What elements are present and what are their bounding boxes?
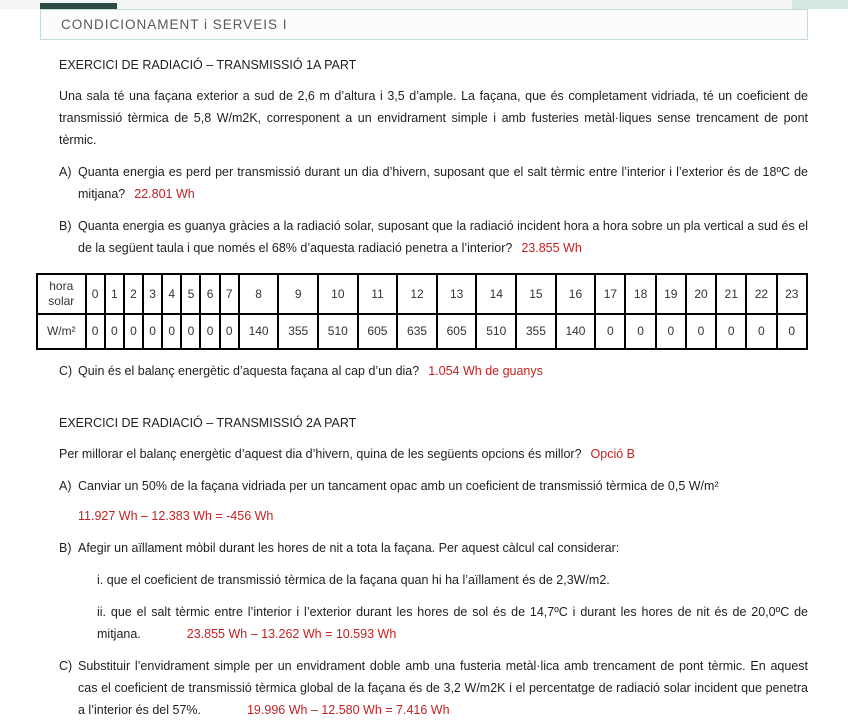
- hour-cell: 23: [777, 274, 808, 314]
- hour-cell: 4: [162, 274, 181, 314]
- hour-cell: 14: [476, 274, 516, 314]
- question-text: Quin és el balanç energètic d’aquesta façana al cap d’un dia?: [78, 364, 420, 378]
- question-text: Quanta energia es perd per transmissió durant un dia d’hivern, suposant que el salt tèrmic entre l’interior i l’exterior és de 18ºC de mitjana?: [78, 165, 808, 201]
- item-text: [78, 161, 808, 205]
- value-cell: 0: [105, 314, 124, 349]
- value-cell: 635: [397, 314, 437, 349]
- hour-cell: 11: [358, 274, 398, 314]
- item-marker: B): [59, 219, 72, 233]
- hour-cell: 21: [716, 274, 746, 314]
- value-cell: 355: [278, 314, 318, 349]
- part2-item-a: [59, 475, 808, 527]
- hour-cell: 22: [746, 274, 776, 314]
- item-text: [78, 655, 808, 721]
- hour-cell: 5: [181, 274, 200, 314]
- value-cell: 510: [476, 314, 516, 349]
- hour-cell: 20: [686, 274, 716, 314]
- document-title: CONDICIONAMENT i SERVEIS I: [61, 17, 288, 32]
- subitem-i: i. que el coeficient de transmissió tèrmica de la façana quan hi ha l’aïllament és de 2,3W/m2.: [97, 573, 610, 587]
- question-text: Afegir un aïllament mòbil durant les hores de nit a tota la façana. Per aquest càlcul cal considerar:: [78, 541, 620, 555]
- item-marker: C): [59, 364, 73, 378]
- item-text: [78, 215, 808, 259]
- value-cell: 140: [239, 314, 279, 349]
- hour-cell: 16: [556, 274, 596, 314]
- value-cell: 140: [556, 314, 596, 349]
- value-cell: 0: [124, 314, 143, 349]
- part1-intro-paragraph: Una sala té una façana exterior a sud de 2,6 m d’altura i 3,5 d’ample. La façana, que és completament vidriada, té un coeficient de transmissió tèrmica de 5,8 W/m2K, corresponent a un envidrament simple i amb fusteries metàl·liques sense trencament de pont tèrmic.: [59, 89, 808, 147]
- hour-cell: 17: [595, 274, 625, 314]
- value-cell: 0: [86, 314, 105, 349]
- part1-title: EXERCICI DE RADIACIÓ – TRANSMISSIÓ 1A PART: [59, 58, 357, 72]
- hour-cell: 7: [220, 274, 239, 314]
- question-text: Per millorar el balanç energètic d’aquest dia d’hivern, quina de les següents opcions és millor?: [59, 447, 582, 461]
- value-cell: 0: [143, 314, 162, 349]
- table-values-row: [37, 314, 807, 349]
- part2-title: EXERCICI DE RADIACIÓ – TRANSMISSIÓ 2A PART: [59, 416, 357, 430]
- value-cell: 0: [625, 314, 655, 349]
- hour-cell: 6: [200, 274, 219, 314]
- hour-cell: 8: [239, 274, 279, 314]
- hour-cell: 18: [625, 274, 655, 314]
- answer-text: 23.855 Wh: [521, 241, 582, 255]
- subitem-ii-text: ii. que el salt tèrmic entre l’interior i l’exterior durant les hores de sol és de 14,7ºC i durant les hores de nit és de 20,0ºC de mitjana.: [97, 605, 808, 641]
- hour-cell: 15: [516, 274, 556, 314]
- answer-text: 19.996 Wh – 12.580 Wh = 7.416 Wh: [246, 703, 450, 717]
- subitem-ii: [97, 601, 808, 645]
- value-cell: 0: [716, 314, 746, 349]
- top-strip: [0, 0, 848, 9]
- answer-text: 22.801 Wh: [134, 187, 195, 201]
- hour-cell: 1: [105, 274, 124, 314]
- row-label-hora-solar: hora solar: [37, 274, 86, 314]
- value-cell: 510: [318, 314, 358, 349]
- item-marker: B): [59, 541, 72, 555]
- row-label-wm2: W/m²: [37, 314, 86, 349]
- item-text: [78, 360, 808, 382]
- hour-cell: 13: [437, 274, 477, 314]
- answer-text: Opció B: [590, 447, 635, 461]
- hour-cell: 9: [278, 274, 318, 314]
- value-cell: 0: [162, 314, 181, 349]
- table-hours-row: [37, 274, 807, 314]
- value-cell: 605: [358, 314, 398, 349]
- hour-cell: 10: [318, 274, 358, 314]
- value-cell: 0: [777, 314, 808, 349]
- item-marker: A): [59, 165, 72, 179]
- part1-item-b: [59, 215, 808, 259]
- item-marker: C): [59, 659, 73, 673]
- value-cell: 0: [200, 314, 219, 349]
- part1-item-c: [59, 360, 808, 382]
- answer-text: 1.054 Wh de guanys: [428, 364, 543, 378]
- value-cell: 0: [656, 314, 686, 349]
- solar-radiation-table: [36, 273, 808, 350]
- value-cell: 0: [746, 314, 776, 349]
- part2-intro-question: [59, 443, 808, 465]
- item-marker: A): [59, 479, 72, 493]
- hour-cell: 12: [397, 274, 437, 314]
- answer-text: 11.927 Wh – 12.383 Wh = -456 Wh: [78, 509, 274, 523]
- hour-cell: 0: [86, 274, 105, 314]
- item-text: [78, 475, 808, 527]
- item-text: [78, 537, 808, 645]
- value-cell: 0: [220, 314, 239, 349]
- hour-cell: 2: [124, 274, 143, 314]
- hour-cell: 19: [656, 274, 686, 314]
- hour-cell: 3: [143, 274, 162, 314]
- question-text: Canviar un 50% de la façana vidriada per un tancament opac amb un coeficient de transmissió tèrmica de 0,5 W/m²: [78, 479, 719, 493]
- question-text: Quanta energia es guanya gràcies a la radiació solar, suposant que la radiació incident hora a hora sobre un pla vertical a sud és el de la següent taula i que només el 68% d’aquesta radiació penetra a l’interior?: [78, 219, 808, 255]
- question-text: Substituir l’envidrament simple per un envidrament doble amb una fusteria metàl·lica amb trencament de pont tèrmic. En aquest cas el coeficient de transmissió tèrmica global de la façana és de 3,2 W/m2K i el percentatge de radiació solar incident que penetra a l’interior és del 57%.: [78, 659, 808, 717]
- value-cell: 355: [516, 314, 556, 349]
- part2-item-b: [59, 537, 808, 645]
- subitems: [78, 569, 808, 645]
- part2-item-c: [59, 655, 808, 721]
- value-cell: 0: [595, 314, 625, 349]
- value-cell: 0: [181, 314, 200, 349]
- header-accent-light-bar: [792, 0, 848, 9]
- value-cell: 605: [437, 314, 477, 349]
- part1-item-a: [59, 161, 808, 205]
- value-cell: 0: [686, 314, 716, 349]
- answer-text: 23.855 Wh – 13.262 Wh = 10.593 Wh: [186, 627, 397, 641]
- document-body: [0, 38, 848, 721]
- document-header: [40, 9, 808, 40]
